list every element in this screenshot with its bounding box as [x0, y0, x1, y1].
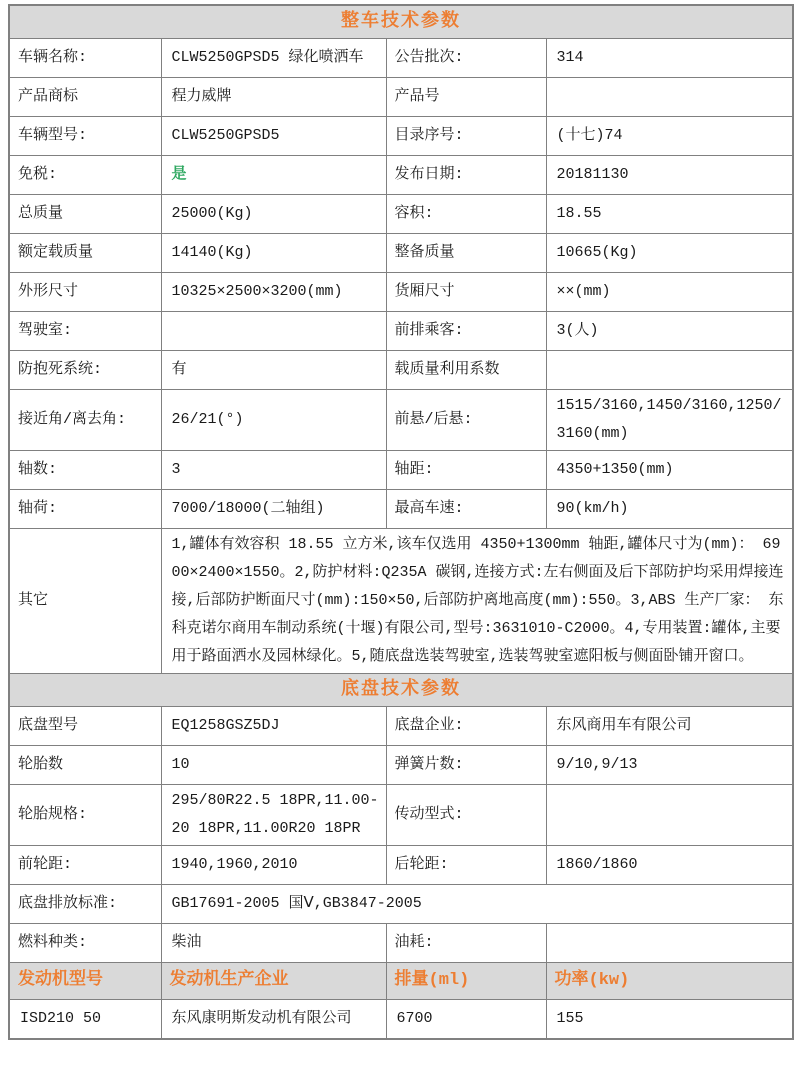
param-value: 1515/3160,1450/3160,1250/3160(mm) [546, 390, 793, 451]
param-value: 是 [161, 156, 386, 195]
spec-row [9, 451, 793, 490]
param-label: 前排乘客: [386, 312, 546, 351]
section-title-chassis: 底盘技术参数 [9, 674, 793, 707]
param-value: 柴油 [161, 924, 386, 963]
spec-row [9, 785, 793, 846]
param-value: 有 [161, 351, 386, 390]
param-label: 轮胎数 [9, 746, 161, 785]
spec-row [9, 78, 793, 117]
param-value: 25000(Kg) [161, 195, 386, 234]
param-label: 弹簧片数: [386, 746, 546, 785]
param-value [546, 785, 793, 846]
spec-row [9, 963, 793, 1000]
spec-row [9, 234, 793, 273]
param-value: 4350+1350(mm) [546, 451, 793, 490]
param-label: 底盘企业: [386, 707, 546, 746]
spec-row [9, 1000, 793, 1040]
param-value: 1860/1860 [546, 846, 793, 885]
param-label: 接近角/离去角: [9, 390, 161, 451]
spec-row [9, 195, 793, 234]
param-value: 东风商用车有限公司 [546, 707, 793, 746]
param-label: 货厢尺寸 [386, 273, 546, 312]
param-label: 轴荷: [9, 490, 161, 529]
spec-row [9, 707, 793, 746]
spec-row [9, 490, 793, 529]
param-label: 目录序号: [386, 117, 546, 156]
param-label: 车辆名称: [9, 39, 161, 78]
param-value: 7000/18000(二轴组) [161, 490, 386, 529]
param-label: 防抱死系统: [9, 351, 161, 390]
column-header: 功率(kw) [546, 963, 793, 1000]
param-label: 外形尺寸 [9, 273, 161, 312]
param-value: ISD210 50 [9, 1000, 161, 1040]
section-title-vehicle: 整车技术参数 [9, 5, 793, 39]
param-value: 295/80R22.5 18PR,11.00-20 18PR,11.00R20 18PR [161, 785, 386, 846]
param-value: 3(人) [546, 312, 793, 351]
param-value: 18.55 [546, 195, 793, 234]
param-label: 轴数: [9, 451, 161, 490]
param-label: 轮胎规格: [9, 785, 161, 846]
param-value: (十七)74 [546, 117, 793, 156]
param-value: 155 [546, 1000, 793, 1040]
param-value: EQ1258GSZ5DJ [161, 707, 386, 746]
param-value: CLW5250GPSD5 [161, 117, 386, 156]
param-label: 前悬/后悬: [386, 390, 546, 451]
param-value [546, 924, 793, 963]
param-label: 燃料种类: [9, 924, 161, 963]
param-label: 底盘型号 [9, 707, 161, 746]
param-value [546, 351, 793, 390]
param-label: 免税: [9, 156, 161, 195]
spec-row [9, 924, 793, 963]
param-label: 后轮距: [386, 846, 546, 885]
param-label: 其它 [9, 529, 161, 674]
spec-row [9, 351, 793, 390]
param-label: 产品号 [386, 78, 546, 117]
param-value: ××(mm) [546, 273, 793, 312]
param-label: 容积: [386, 195, 546, 234]
param-label: 整备质量 [386, 234, 546, 273]
vehicle-spec-table [8, 4, 794, 1040]
column-header: 发动机生产企业 [161, 963, 386, 1000]
param-label: 驾驶室: [9, 312, 161, 351]
param-value: CLW5250GPSD5 绿化喷洒车 [161, 39, 386, 78]
param-value: 26/21(°) [161, 390, 386, 451]
param-label: 前轮距: [9, 846, 161, 885]
param-value: 1,罐体有效容积 18.55 立方米,该车仅选用 4350+1300mm 轴距,罐体尺寸为(mm)： 6900×2400×1550。2,防护材料:Q235A 碳钢,连接方式:左右侧面及后下部防护均采用焊接连接,后部防护断面尺寸(mm):150×50,后部防护离地高度(mm):550。3,ABS 生产厂家： 东科克诺尔商用车制动系统(十堰)有限公司,型号:3631010-C2000。4,专用装置:罐体,主要用于路面洒水及园林绿化。5,随底盘选装驾驶室,选装驾驶室遮阳板与侧面卧铺开窗口。 [161, 529, 793, 674]
param-value: 20181130 [546, 156, 793, 195]
param-label: 总质量 [9, 195, 161, 234]
spec-row [9, 156, 793, 195]
section-banner-chassis [9, 674, 793, 707]
spec-row [9, 846, 793, 885]
param-label: 公告批次: [386, 39, 546, 78]
spec-row [9, 117, 793, 156]
param-value [161, 312, 386, 351]
spec-row [9, 39, 793, 78]
param-label: 底盘排放标准: [9, 885, 161, 924]
spec-row [9, 312, 793, 351]
spec-row [9, 885, 793, 924]
param-label: 车辆型号: [9, 117, 161, 156]
param-value: 14140(Kg) [161, 234, 386, 273]
param-label: 发布日期: [386, 156, 546, 195]
param-value: 10325×2500×3200(mm) [161, 273, 386, 312]
param-value: 10 [161, 746, 386, 785]
spec-row [9, 273, 793, 312]
param-value: 90(km/h) [546, 490, 793, 529]
param-value: 东风康明斯发动机有限公司 [161, 1000, 386, 1040]
param-label: 油耗: [386, 924, 546, 963]
param-value: 程力威牌 [161, 78, 386, 117]
param-value: 6700 [386, 1000, 546, 1040]
param-label: 载质量利用系数 [386, 351, 546, 390]
param-value: 1940,1960,2010 [161, 846, 386, 885]
spec-row [9, 746, 793, 785]
param-value: 10665(Kg) [546, 234, 793, 273]
section-banner-vehicle [9, 5, 793, 39]
param-label: 最高车速: [386, 490, 546, 529]
param-label: 传动型式: [386, 785, 546, 846]
param-value: GB17691-2005 国Ⅴ,GB3847-2005 [161, 885, 793, 924]
param-label: 额定载质量 [9, 234, 161, 273]
param-value [546, 78, 793, 117]
column-header: 排量(ml) [386, 963, 546, 1000]
param-label: 轴距: [386, 451, 546, 490]
column-header: 发动机型号 [9, 963, 161, 1000]
spec-table-body [9, 5, 793, 1039]
param-value: 314 [546, 39, 793, 78]
spec-row [9, 390, 793, 451]
param-value: 3 [161, 451, 386, 490]
spec-row [9, 529, 793, 674]
param-value: 9/10,9/13 [546, 746, 793, 785]
param-label: 产品商标 [9, 78, 161, 117]
